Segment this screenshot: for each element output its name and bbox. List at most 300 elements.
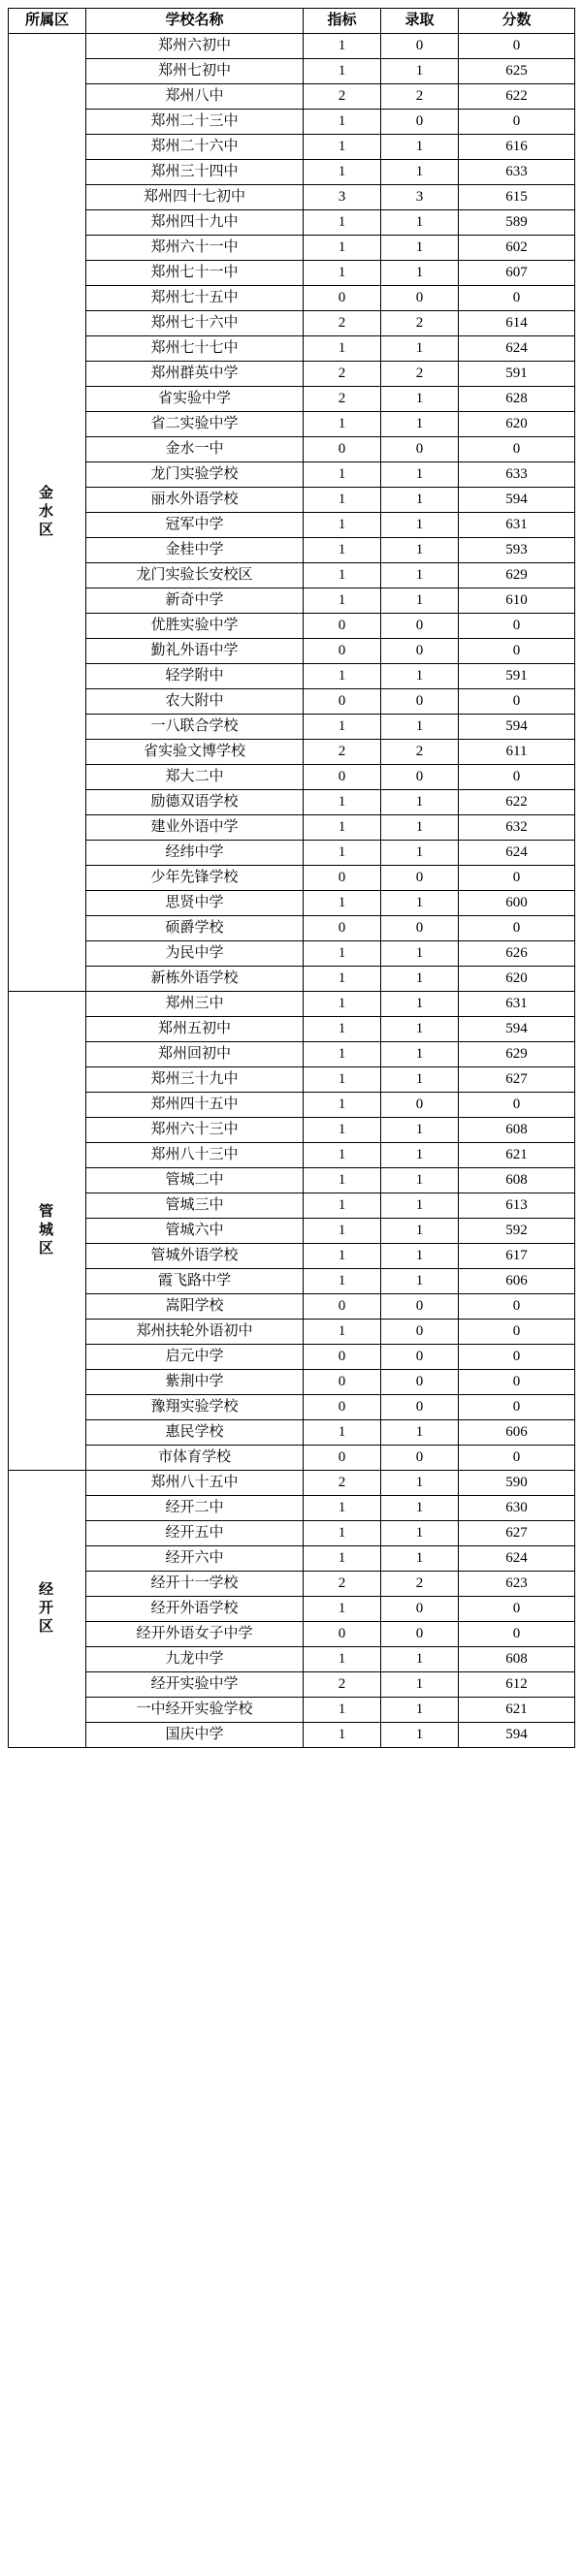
admitted-cell: 1 xyxy=(381,891,459,916)
score-cell: 594 xyxy=(459,488,575,513)
quota-cell: 0 xyxy=(304,916,381,941)
school-name-cell: 硕爵学校 xyxy=(86,916,304,941)
admitted-cell: 1 xyxy=(381,815,459,841)
school-name-cell: 管城六中 xyxy=(86,1219,304,1244)
score-cell: 626 xyxy=(459,941,575,967)
quota-cell: 0 xyxy=(304,614,381,639)
school-name-cell: 国庆中学 xyxy=(86,1723,304,1748)
admitted-cell: 1 xyxy=(381,1219,459,1244)
score-cell: 0 xyxy=(459,1597,575,1622)
quota-cell: 1 xyxy=(304,790,381,815)
table-row xyxy=(9,1042,575,1067)
region-cell xyxy=(9,1471,86,1748)
school-name-cell: 一中经开实验学校 xyxy=(86,1698,304,1723)
school-name-cell: 九龙中学 xyxy=(86,1647,304,1672)
admitted-cell: 1 xyxy=(381,1269,459,1294)
quota-cell: 1 xyxy=(304,336,381,362)
table-row xyxy=(9,59,575,84)
score-cell: 620 xyxy=(459,967,575,992)
score-cell: 632 xyxy=(459,815,575,841)
quota-cell: 0 xyxy=(304,1294,381,1320)
admitted-cell: 0 xyxy=(381,1370,459,1395)
school-name-cell: 优胜实验中学 xyxy=(86,614,304,639)
table-row xyxy=(9,1017,575,1042)
table-row xyxy=(9,84,575,110)
school-name-cell: 郑州七十六中 xyxy=(86,311,304,336)
school-name-cell: 郑州七十五中 xyxy=(86,286,304,311)
admitted-cell: 3 xyxy=(381,185,459,210)
score-cell: 0 xyxy=(459,1446,575,1471)
score-cell: 614 xyxy=(459,311,575,336)
table-row xyxy=(9,135,575,160)
admitted-cell: 1 xyxy=(381,261,459,286)
admitted-cell: 1 xyxy=(381,664,459,689)
table-row xyxy=(9,1698,575,1723)
school-name-cell: 省实验中学 xyxy=(86,387,304,412)
score-cell: 591 xyxy=(459,362,575,387)
table-row xyxy=(9,1118,575,1143)
school-name-cell: 勤礼外语中学 xyxy=(86,639,304,664)
admitted-cell: 2 xyxy=(381,84,459,110)
admitted-cell: 0 xyxy=(381,110,459,135)
score-cell: 608 xyxy=(459,1168,575,1193)
score-cell: 0 xyxy=(459,1320,575,1345)
quota-cell: 1 xyxy=(304,664,381,689)
table-row xyxy=(9,1269,575,1294)
column-header-admit: 录取 xyxy=(381,9,459,34)
table-row xyxy=(9,1320,575,1345)
quota-cell: 1 xyxy=(304,1118,381,1143)
admitted-cell: 1 xyxy=(381,1168,459,1193)
school-name-cell: 郑州七初中 xyxy=(86,59,304,84)
table-row xyxy=(9,1597,575,1622)
table-header xyxy=(9,9,575,34)
admitted-cell: 0 xyxy=(381,1395,459,1420)
school-name-cell: 新奇中学 xyxy=(86,588,304,614)
admitted-cell: 1 xyxy=(381,1471,459,1496)
quota-cell: 1 xyxy=(304,513,381,538)
school-name-cell: 励德双语学校 xyxy=(86,790,304,815)
admitted-cell: 1 xyxy=(381,513,459,538)
quota-cell: 1 xyxy=(304,891,381,916)
quota-cell: 1 xyxy=(304,1143,381,1168)
score-cell: 621 xyxy=(459,1143,575,1168)
score-cell: 591 xyxy=(459,664,575,689)
admitted-cell: 0 xyxy=(381,1294,459,1320)
table-row xyxy=(9,866,575,891)
score-cell: 622 xyxy=(459,790,575,815)
quota-cell: 1 xyxy=(304,1269,381,1294)
quota-cell: 1 xyxy=(304,1723,381,1748)
table-row xyxy=(9,1672,575,1698)
admitted-cell: 1 xyxy=(381,967,459,992)
school-name-cell: 龙门实验长安校区 xyxy=(86,563,304,588)
quota-cell: 1 xyxy=(304,1219,381,1244)
score-cell: 0 xyxy=(459,1294,575,1320)
quota-cell: 0 xyxy=(304,286,381,311)
admitted-cell: 1 xyxy=(381,1672,459,1698)
table-row xyxy=(9,513,575,538)
school-name-cell: 郑州回初中 xyxy=(86,1042,304,1067)
score-cell: 617 xyxy=(459,1244,575,1269)
school-name-cell: 郑州四十九中 xyxy=(86,210,304,236)
region-label-line: 区 xyxy=(38,1240,55,1256)
table-row xyxy=(9,462,575,488)
score-cell: 0 xyxy=(459,286,575,311)
table-row xyxy=(9,1345,575,1370)
admitted-cell: 0 xyxy=(381,1597,459,1622)
school-name-cell: 金桂中学 xyxy=(86,538,304,563)
score-cell: 624 xyxy=(459,1546,575,1572)
table-row xyxy=(9,841,575,866)
score-cell: 608 xyxy=(459,1647,575,1672)
admitted-cell: 1 xyxy=(381,1420,459,1446)
quota-cell: 1 xyxy=(304,261,381,286)
school-name-cell: 郑州四十七初中 xyxy=(86,185,304,210)
score-cell: 594 xyxy=(459,715,575,740)
admitted-cell: 1 xyxy=(381,1244,459,1269)
table-row xyxy=(9,992,575,1017)
quota-cell: 0 xyxy=(304,689,381,715)
score-cell: 0 xyxy=(459,689,575,715)
quota-cell: 0 xyxy=(304,1345,381,1370)
school-name-cell: 郑州八十三中 xyxy=(86,1143,304,1168)
table-row xyxy=(9,1395,575,1420)
admitted-cell: 2 xyxy=(381,311,459,336)
score-cell: 0 xyxy=(459,916,575,941)
admitted-cell: 0 xyxy=(381,1622,459,1647)
table-row xyxy=(9,110,575,135)
school-name-cell: 龙门实验学校 xyxy=(86,462,304,488)
score-cell: 623 xyxy=(459,1572,575,1597)
table-row xyxy=(9,815,575,841)
school-name-cell: 郑大二中 xyxy=(86,765,304,790)
table-row xyxy=(9,588,575,614)
school-name-cell: 郑州三十四中 xyxy=(86,160,304,185)
column-header-region: 所属区 xyxy=(9,9,86,34)
score-cell: 602 xyxy=(459,236,575,261)
region-label-line: 开 xyxy=(38,1601,55,1617)
admitted-cell: 0 xyxy=(381,1320,459,1345)
school-name-cell: 省二实验中学 xyxy=(86,412,304,437)
admitted-cell: 1 xyxy=(381,412,459,437)
quota-cell: 1 xyxy=(304,841,381,866)
score-cell: 594 xyxy=(459,1017,575,1042)
admitted-cell: 1 xyxy=(381,992,459,1017)
table-row xyxy=(9,689,575,715)
admitted-cell: 0 xyxy=(381,639,459,664)
table-row xyxy=(9,1546,575,1572)
region-cell xyxy=(9,992,86,1471)
quota-cell: 2 xyxy=(304,1672,381,1698)
quota-cell: 1 xyxy=(304,462,381,488)
quota-cell: 1 xyxy=(304,1597,381,1622)
table-row xyxy=(9,1521,575,1546)
quota-cell: 1 xyxy=(304,210,381,236)
school-name-cell: 郑州三中 xyxy=(86,992,304,1017)
score-cell: 629 xyxy=(459,563,575,588)
admitted-cell: 1 xyxy=(381,135,459,160)
school-name-cell: 金水一中 xyxy=(86,437,304,462)
school-name-cell: 思贤中学 xyxy=(86,891,304,916)
quota-cell: 1 xyxy=(304,1093,381,1118)
table-row xyxy=(9,437,575,462)
school-name-cell: 郑州二十三中 xyxy=(86,110,304,135)
school-name-cell: 管城外语学校 xyxy=(86,1244,304,1269)
table-row xyxy=(9,311,575,336)
quota-cell: 0 xyxy=(304,1395,381,1420)
school-name-cell: 农大附中 xyxy=(86,689,304,715)
score-cell: 606 xyxy=(459,1269,575,1294)
score-cell: 615 xyxy=(459,185,575,210)
table-row xyxy=(9,236,575,261)
quota-cell: 1 xyxy=(304,488,381,513)
score-cell: 0 xyxy=(459,1622,575,1647)
admitted-cell: 2 xyxy=(381,362,459,387)
quota-cell: 1 xyxy=(304,160,381,185)
quota-cell: 1 xyxy=(304,412,381,437)
table-row xyxy=(9,34,575,59)
score-cell: 592 xyxy=(459,1219,575,1244)
region-label-line: 管 xyxy=(38,1204,55,1221)
score-cell: 627 xyxy=(459,1521,575,1546)
score-cell: 0 xyxy=(459,1345,575,1370)
school-name-cell: 一八联合学校 xyxy=(86,715,304,740)
quota-cell: 1 xyxy=(304,538,381,563)
school-name-cell: 启元中学 xyxy=(86,1345,304,1370)
school-name-cell: 经开六中 xyxy=(86,1546,304,1572)
score-cell: 589 xyxy=(459,210,575,236)
score-cell: 600 xyxy=(459,891,575,916)
admitted-cell: 1 xyxy=(381,236,459,261)
score-cell: 0 xyxy=(459,1395,575,1420)
table-row xyxy=(9,160,575,185)
table-row xyxy=(9,1471,575,1496)
table-row xyxy=(9,1622,575,1647)
quota-cell: 2 xyxy=(304,1471,381,1496)
school-name-cell: 经开实验中学 xyxy=(86,1672,304,1698)
admitted-cell: 1 xyxy=(381,1546,459,1572)
quota-cell: 1 xyxy=(304,588,381,614)
table-row xyxy=(9,286,575,311)
admitted-cell: 0 xyxy=(381,614,459,639)
admitted-cell: 1 xyxy=(381,462,459,488)
quota-cell: 2 xyxy=(304,362,381,387)
score-cell: 0 xyxy=(459,1370,575,1395)
school-name-cell: 郑州三十九中 xyxy=(86,1067,304,1093)
admitted-cell: 1 xyxy=(381,160,459,185)
admitted-cell: 1 xyxy=(381,1723,459,1748)
region-label-line: 水 xyxy=(38,504,55,521)
quota-cell: 1 xyxy=(304,1647,381,1672)
quota-cell: 1 xyxy=(304,110,381,135)
quota-cell: 1 xyxy=(304,1496,381,1521)
quota-cell: 3 xyxy=(304,185,381,210)
score-cell: 631 xyxy=(459,513,575,538)
admitted-cell: 1 xyxy=(381,841,459,866)
school-name-cell: 经开十一学校 xyxy=(86,1572,304,1597)
score-cell: 606 xyxy=(459,1420,575,1446)
score-cell: 620 xyxy=(459,412,575,437)
table-row xyxy=(9,1723,575,1748)
quota-cell: 2 xyxy=(304,84,381,110)
table-row xyxy=(9,664,575,689)
school-name-cell: 为民中学 xyxy=(86,941,304,967)
table-row xyxy=(9,563,575,588)
quota-cell: 0 xyxy=(304,866,381,891)
school-name-cell: 惠民学校 xyxy=(86,1420,304,1446)
admitted-cell: 1 xyxy=(381,1017,459,1042)
score-cell: 0 xyxy=(459,614,575,639)
table-row xyxy=(9,1168,575,1193)
admitted-cell: 1 xyxy=(381,941,459,967)
region-label-line: 区 xyxy=(38,522,55,538)
score-cell: 0 xyxy=(459,34,575,59)
quota-cell: 1 xyxy=(304,236,381,261)
score-cell: 590 xyxy=(459,1471,575,1496)
score-cell: 613 xyxy=(459,1193,575,1219)
table-body xyxy=(9,34,575,1748)
admitted-cell: 1 xyxy=(381,588,459,614)
score-cell: 594 xyxy=(459,1723,575,1748)
table-row xyxy=(9,1647,575,1672)
table-row xyxy=(9,1244,575,1269)
score-cell: 622 xyxy=(459,84,575,110)
region-cell xyxy=(9,34,86,992)
school-name-cell: 豫翔实验学校 xyxy=(86,1395,304,1420)
score-cell: 633 xyxy=(459,462,575,488)
school-name-cell: 建业外语中学 xyxy=(86,815,304,841)
school-name-cell: 郑州群英中学 xyxy=(86,362,304,387)
table-row xyxy=(9,362,575,387)
score-cell: 630 xyxy=(459,1496,575,1521)
admitted-cell: 2 xyxy=(381,1572,459,1597)
table-row xyxy=(9,488,575,513)
score-cell: 0 xyxy=(459,110,575,135)
quota-cell: 2 xyxy=(304,311,381,336)
region-label-line: 经 xyxy=(38,1582,55,1599)
admitted-cell: 0 xyxy=(381,34,459,59)
quota-cell: 1 xyxy=(304,1168,381,1193)
quota-cell: 0 xyxy=(304,437,381,462)
quota-cell: 1 xyxy=(304,992,381,1017)
school-name-cell: 郑州六十三中 xyxy=(86,1118,304,1143)
table-row xyxy=(9,1572,575,1597)
table-row xyxy=(9,185,575,210)
table-row xyxy=(9,891,575,916)
admitted-cell: 1 xyxy=(381,488,459,513)
table-row xyxy=(9,336,575,362)
admitted-cell: 1 xyxy=(381,1647,459,1672)
admitted-cell: 1 xyxy=(381,1143,459,1168)
admitted-cell: 0 xyxy=(381,1446,459,1471)
quota-cell: 1 xyxy=(304,1521,381,1546)
table-row xyxy=(9,1420,575,1446)
score-cell: 633 xyxy=(459,160,575,185)
table-row xyxy=(9,1294,575,1320)
admitted-cell: 1 xyxy=(381,715,459,740)
table-row xyxy=(9,941,575,967)
region-label-line: 区 xyxy=(38,1618,55,1635)
school-name-cell: 经开外语学校 xyxy=(86,1597,304,1622)
school-name-cell: 冠军中学 xyxy=(86,513,304,538)
quota-cell: 2 xyxy=(304,740,381,765)
quota-cell: 0 xyxy=(304,1622,381,1647)
school-name-cell: 郑州六初中 xyxy=(86,34,304,59)
admitted-cell: 1 xyxy=(381,1698,459,1723)
score-cell: 608 xyxy=(459,1118,575,1143)
quota-cell: 1 xyxy=(304,1193,381,1219)
school-name-cell: 郑州六十一中 xyxy=(86,236,304,261)
quota-cell: 0 xyxy=(304,1370,381,1395)
score-cell: 625 xyxy=(459,59,575,84)
quota-cell: 1 xyxy=(304,1546,381,1572)
admitted-cell: 1 xyxy=(381,1118,459,1143)
school-name-cell: 经开外语女子中学 xyxy=(86,1622,304,1647)
admitted-cell: 0 xyxy=(381,1345,459,1370)
quota-cell: 0 xyxy=(304,639,381,664)
school-name-cell: 紫荆中学 xyxy=(86,1370,304,1395)
admitted-cell: 0 xyxy=(381,765,459,790)
quota-cell: 1 xyxy=(304,1067,381,1093)
score-cell: 631 xyxy=(459,992,575,1017)
quota-cell: 1 xyxy=(304,1698,381,1723)
quota-cell: 1 xyxy=(304,967,381,992)
score-cell: 612 xyxy=(459,1672,575,1698)
quota-cell: 0 xyxy=(304,765,381,790)
score-cell: 627 xyxy=(459,1067,575,1093)
admitted-cell: 1 xyxy=(381,1042,459,1067)
table-row xyxy=(9,1496,575,1521)
quota-cell: 2 xyxy=(304,1572,381,1597)
school-name-cell: 郑州四十五中 xyxy=(86,1093,304,1118)
table-row xyxy=(9,1446,575,1471)
quota-cell: 1 xyxy=(304,1420,381,1446)
quota-cell: 1 xyxy=(304,941,381,967)
table-row xyxy=(9,715,575,740)
admitted-cell: 0 xyxy=(381,866,459,891)
admitted-cell: 1 xyxy=(381,1193,459,1219)
score-cell: 611 xyxy=(459,740,575,765)
quota-cell: 1 xyxy=(304,1042,381,1067)
admitted-cell: 1 xyxy=(381,336,459,362)
school-name-cell: 经开五中 xyxy=(86,1521,304,1546)
table-row xyxy=(9,1093,575,1118)
school-name-cell: 省实验文博学校 xyxy=(86,740,304,765)
quota-cell: 1 xyxy=(304,563,381,588)
admitted-cell: 1 xyxy=(381,563,459,588)
admitted-cell: 1 xyxy=(381,1521,459,1546)
score-cell: 624 xyxy=(459,336,575,362)
table-row xyxy=(9,1219,575,1244)
score-cell: 0 xyxy=(459,1093,575,1118)
admitted-cell: 0 xyxy=(381,286,459,311)
table-row xyxy=(9,614,575,639)
admitted-cell: 1 xyxy=(381,790,459,815)
school-name-cell: 霞飞路中学 xyxy=(86,1269,304,1294)
table-row xyxy=(9,740,575,765)
score-cell: 607 xyxy=(459,261,575,286)
column-header-school: 学校名称 xyxy=(86,9,304,34)
admitted-cell: 1 xyxy=(381,387,459,412)
admitted-cell: 1 xyxy=(381,1496,459,1521)
school-name-cell: 郑州五初中 xyxy=(86,1017,304,1042)
table-row xyxy=(9,1143,575,1168)
school-name-cell: 经开二中 xyxy=(86,1496,304,1521)
admitted-cell: 1 xyxy=(381,1067,459,1093)
score-cell: 0 xyxy=(459,765,575,790)
school-name-cell: 郑州七十一中 xyxy=(86,261,304,286)
